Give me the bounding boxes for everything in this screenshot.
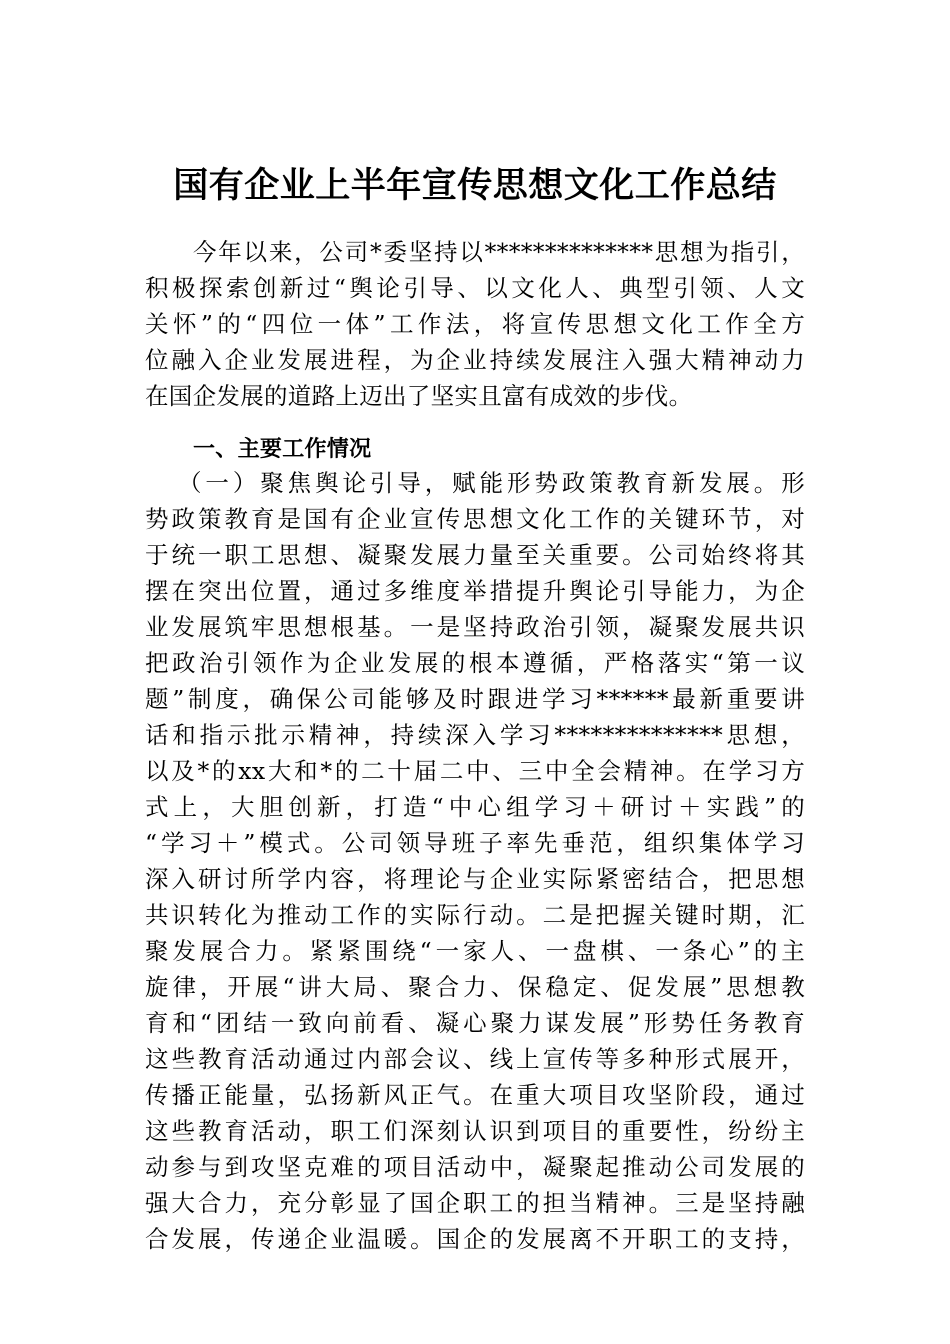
body-line: 题”制度，确保公司能够及时跟进学习******最新重要讲 xyxy=(145,685,805,713)
body-line: 这些教育活动，职工们深刻认识到项目的重要性，纷纷主 xyxy=(145,1117,805,1145)
intro-line: 关怀”的“四位一体”工作法，将宣传思想文化工作全方 xyxy=(145,310,805,338)
body-line: 深入研讨所学内容，将理论与企业实际紧密结合，把思想 xyxy=(145,865,805,893)
body-line: 动参与到攻坚克难的项目活动中，凝聚起推动公司发展的 xyxy=(145,1153,805,1181)
body-line: “学习＋”模式。公司领导班子率先垂范，组织集体学习 xyxy=(145,829,805,857)
body-line: 聚发展合力。紧紧围绕“一家人、一盘棋、一条心”的主 xyxy=(145,937,805,965)
body-line: （一）聚焦舆论引导，赋能形势政策教育新发展。形 xyxy=(178,469,805,497)
section-heading: 一、主要工作情况 xyxy=(193,437,372,462)
body-line: 摆在突出位置，通过多维度举措提升舆论引导能力，为企 xyxy=(145,577,805,605)
body-line: 话和指示批示精神，持续深入学习**************思想， xyxy=(145,721,805,749)
intro-line: 位融入企业发展进程，为企业持续发展注入强大精神动力 xyxy=(145,346,805,374)
body-line: 强大合力，充分彰显了国企职工的担当精神。三是坚持融 xyxy=(145,1189,805,1217)
body-line: 传播正能量，弘扬新风正气。在重大项目攻坚阶段，通过 xyxy=(145,1081,805,1109)
body-line: 把政治引领作为企业发展的根本遵循，严格落实“第一议 xyxy=(145,649,805,677)
intro-line: 在国企发展的道路上迈出了坚实且富有成效的步伐。 xyxy=(145,382,693,410)
body-line: 合发展，传递企业温暖。国企的发展离不开职工的支持， xyxy=(145,1225,805,1253)
body-line: 旋律，开展“讲大局、聚合力、保稳定、促发展”思想教 xyxy=(145,973,805,1001)
body-line: 这些教育活动通过内部会议、线上宣传等多种形式展开， xyxy=(145,1045,805,1073)
body-line: 共识转化为推动工作的实际行动。二是把握关键时期，汇 xyxy=(145,901,805,929)
body-line: 于统一职工思想、凝聚发展力量至关重要。公司始终将其 xyxy=(145,541,805,569)
intro-line: 今年以来，公司*委坚持以**************思想为指引， xyxy=(193,238,805,266)
body-line: 育和“团结一致向前看、凝心聚力谋发展”形势任务教育 xyxy=(145,1009,805,1037)
body-line: 式上，大胆创新，打造“中心组学习＋研讨＋实践”的 xyxy=(145,793,805,821)
body-line: 业发展筑牢思想根基。一是坚持政治引领，凝聚发展共识 xyxy=(145,613,805,641)
intro-line: 积极探索创新过“舆论引导、以文化人、典型引领、人文 xyxy=(145,274,805,302)
document-title: 国有企业上半年宣传思想文化工作总结 xyxy=(173,165,777,206)
body-line: 以及*的xx大和*的二十届二中、三中全会精神。在学习方 xyxy=(145,757,805,785)
body-line: 势政策教育是国有企业宣传思想文化工作的关键环节，对 xyxy=(145,505,805,533)
